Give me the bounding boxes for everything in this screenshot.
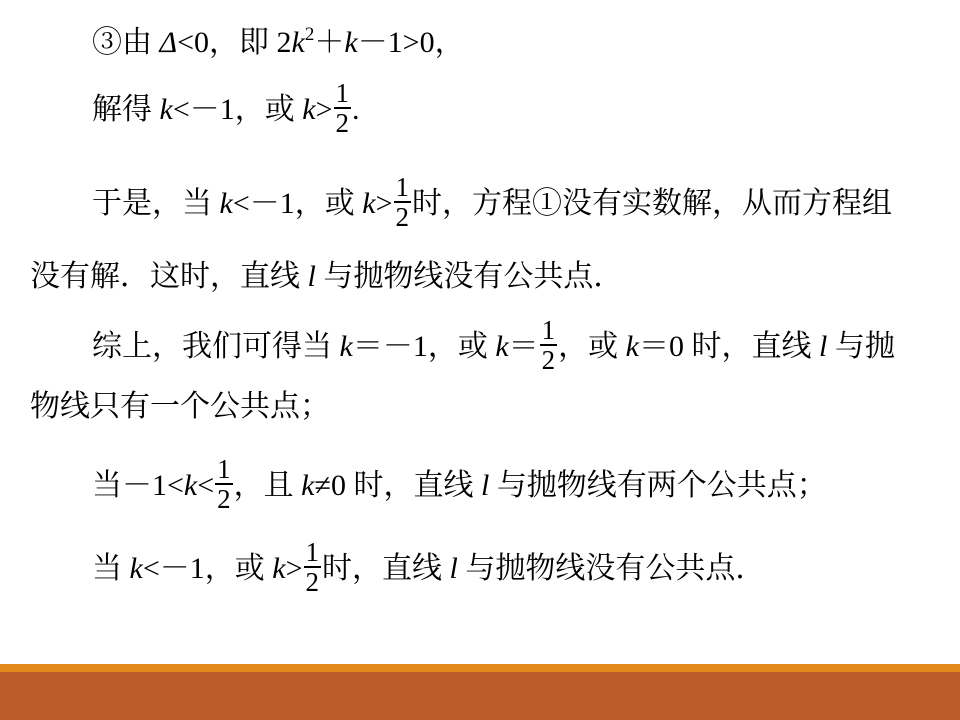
fraction-denominator: 2: [217, 484, 231, 515]
math-superscript: 2: [304, 24, 315, 45]
text-line-5: [30, 311, 895, 383]
text-segment: ＝0 时，直线: [638, 330, 819, 363]
text-segment: 当: [92, 552, 130, 585]
text-line-1: [30, 18, 465, 72]
text-segment: ，或: [558, 330, 626, 363]
math-variable: k: [301, 469, 315, 502]
text-line-7: [30, 450, 827, 522]
math-variable: k: [219, 187, 233, 220]
text-segment: 时，方程①没有实数解，从而方程组: [412, 187, 892, 220]
text-line-6: [30, 384, 330, 430]
text-segment: >: [375, 187, 393, 220]
math-fraction: [215, 455, 233, 514]
math-variable: Δ: [159, 26, 178, 59]
math-variable: k: [129, 552, 143, 585]
fraction-denominator: 2: [335, 108, 349, 139]
math-variable: l: [818, 330, 828, 363]
text-line-3: [30, 168, 892, 240]
math-variable: k: [495, 330, 509, 363]
text-segment: 于是，当: [92, 187, 220, 220]
math-fraction: [304, 538, 322, 597]
text-segment: <: [197, 469, 215, 502]
text-segment: <0，即 2: [177, 26, 292, 59]
math-variable: k: [625, 330, 639, 363]
math-fraction: [394, 173, 412, 232]
math-variable: k: [302, 93, 316, 126]
fraction-numerator: 1: [305, 536, 319, 567]
text-segment: >: [315, 93, 333, 126]
text-segment: 时，直线: [322, 552, 450, 585]
text-segment: 与抛物线有两个公共点；: [489, 469, 827, 502]
text-segment: 没有解．这时，直线: [30, 260, 308, 293]
text-segment: >: [285, 552, 303, 585]
math-variable: l: [307, 260, 316, 293]
footer-band: [0, 672, 960, 720]
text-segment: <－1，或: [172, 93, 303, 126]
footer: [0, 664, 960, 720]
text-line-8: [30, 533, 765, 605]
text-line-4: [30, 254, 623, 300]
text-segment: ＝－1，或: [352, 330, 496, 363]
fraction-numerator: 1: [335, 77, 349, 108]
fraction-numerator: 1: [217, 453, 231, 484]
math-variable: k: [272, 552, 286, 585]
text-segment: ＝: [508, 330, 539, 363]
text-segment: ③由: [92, 26, 160, 59]
math-variable: l: [449, 552, 458, 585]
math-variable: k: [183, 469, 198, 502]
text-segment: <－1，或: [142, 552, 273, 585]
text-segment: 当－1<: [92, 469, 184, 502]
math-variable: k: [291, 26, 305, 59]
math-variable: k: [362, 187, 376, 220]
text-segment: 解得: [92, 93, 160, 126]
fraction-denominator: 2: [305, 567, 319, 598]
fraction-numerator: 1: [541, 314, 556, 345]
text-segment: <－1，或: [232, 187, 363, 220]
text-segment: 综上，我们可得当: [92, 330, 340, 363]
math-variable: l: [480, 469, 490, 502]
text-segment: 物线只有一个公共点；: [30, 390, 330, 423]
text-segment: ＋: [314, 26, 345, 59]
text-segment: －1>0，: [357, 26, 465, 59]
fraction-denominator: 2: [395, 202, 409, 233]
math-variable: k: [339, 330, 353, 363]
math-variable: k: [159, 93, 173, 126]
math-fraction: [540, 316, 558, 375]
math-variable: k: [344, 26, 358, 59]
fraction-denominator: 2: [541, 345, 556, 376]
text-segment: ≠0 时，直线: [314, 469, 481, 502]
text-line-2: [30, 76, 360, 144]
text-segment: 与抛物线没有公共点．: [315, 260, 624, 293]
fraction-numerator: 1: [395, 171, 409, 202]
text-segment: .: [352, 93, 360, 126]
text-segment: 与抛物线没有公共点．: [457, 552, 766, 585]
math-fraction: [334, 79, 352, 138]
footer-accent-stripe: [0, 664, 960, 672]
text-segment: 与抛: [827, 330, 895, 363]
text-segment: ，且: [233, 469, 302, 502]
